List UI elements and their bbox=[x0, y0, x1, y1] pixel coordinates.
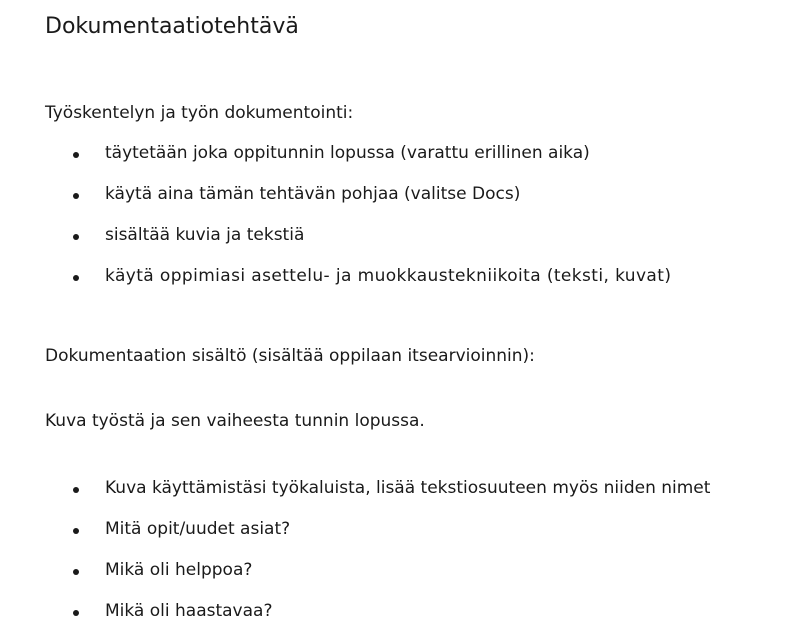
bullet-icon bbox=[73, 152, 79, 158]
bullet-icon bbox=[73, 193, 79, 199]
list-item-text: täytetään joka oppitunnin lopussa (varattu erillinen aika) bbox=[105, 143, 590, 163]
section1-heading: Työskentelyn ja työn dokumentointi: bbox=[45, 103, 354, 123]
section2-intro: Kuva työstä ja sen vaiheesta tunnin lopussa. bbox=[45, 411, 425, 431]
list-item-text: Mikä oli helppoa? bbox=[105, 560, 253, 580]
list-item-text: Kuva käyttämistäsi työkaluista, lisää tekstiosuuteen myös niiden nimet bbox=[105, 478, 711, 498]
list-item-text: käytä oppimiasi asettelu- ja muokkaustekniikoita (teksti, kuvat) bbox=[105, 266, 672, 286]
bullet-icon bbox=[73, 487, 79, 493]
list-item-text: Mitä opit/uudet asiat? bbox=[105, 519, 291, 539]
list-item-text: Mikä oli haastavaa? bbox=[105, 601, 273, 621]
bullet-icon bbox=[73, 528, 79, 534]
bullet-icon bbox=[73, 275, 79, 281]
bullet-icon bbox=[73, 569, 79, 575]
bullet-icon bbox=[73, 610, 79, 616]
document-title: Dokumentaatiotehtävä bbox=[45, 14, 299, 39]
list-item-text: käytä aina tämän tehtävän pohjaa (valitse Docs) bbox=[105, 184, 521, 204]
list-item-text: sisältää kuvia ja tekstiä bbox=[105, 225, 305, 245]
section2-heading: Dokumentaation sisältö (sisältää oppilaan itsearvioinnin): bbox=[45, 346, 535, 366]
bullet-icon bbox=[73, 234, 79, 240]
